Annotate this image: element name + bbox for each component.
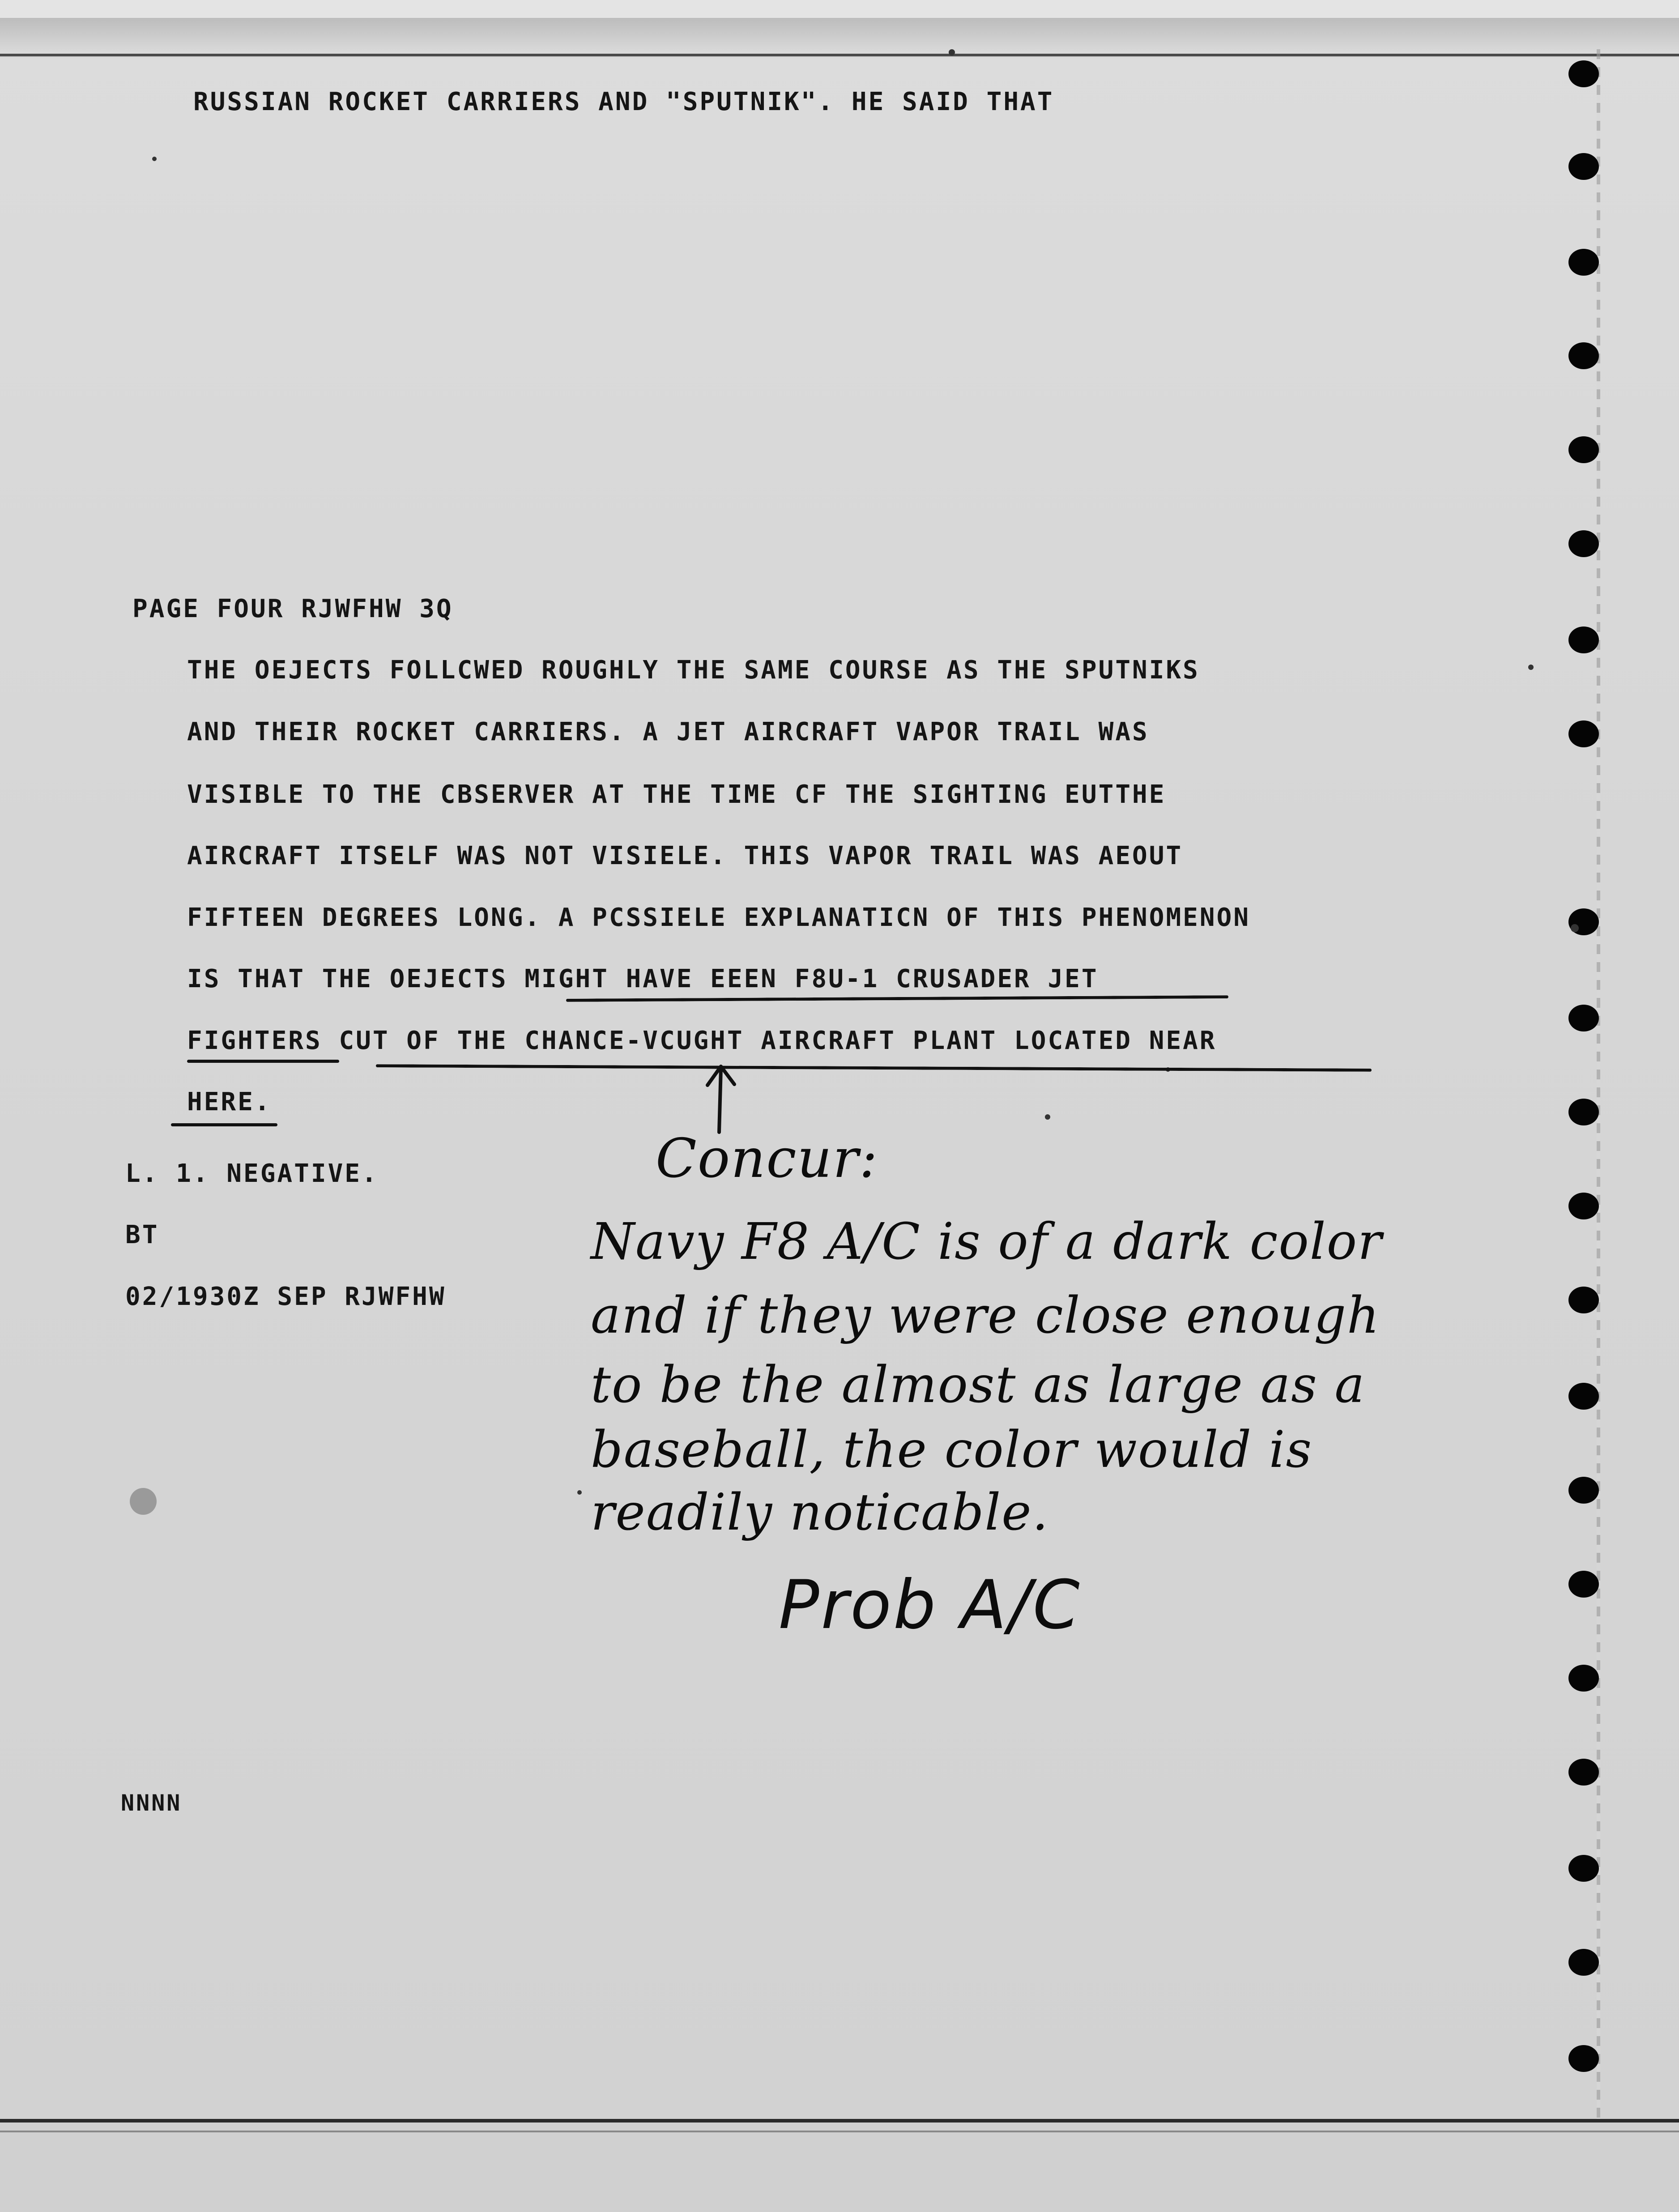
handwritten-conclusion: Prob A/C	[779, 1566, 1082, 1644]
perforation-strip	[1597, 49, 1600, 2135]
speck	[577, 1490, 582, 1495]
handwritten-note-4: baseball, the color would is	[591, 1421, 1313, 1479]
underline	[187, 1060, 339, 1063]
feed-hole-icon	[1568, 1855, 1599, 1882]
arrow-up-icon	[696, 1063, 741, 1134]
feed-hole-icon	[1568, 1477, 1599, 1504]
top-edge	[0, 0, 1679, 56]
feed-hole-icon	[1568, 1099, 1599, 1125]
speck	[1571, 924, 1579, 932]
feed-hole-icon	[1568, 2045, 1599, 2072]
feed-hole-icon	[1568, 153, 1599, 180]
feed-hole-icon	[1568, 249, 1599, 276]
footer-line-bt: BT	[125, 1220, 159, 1249]
body-line-8: HERE.	[187, 1087, 272, 1117]
speck	[152, 157, 157, 161]
feed-hole-icon	[1568, 1949, 1599, 1976]
body-line-3: VISIBLE TO THE CBSERVER AT THE TIME CF THE SIGHTING EUTTHE	[187, 780, 1166, 809]
handwritten-note-3: to be the almost as large as a	[591, 1356, 1366, 1414]
end-mark: NNNN	[121, 1790, 182, 1816]
bottom-edge	[0, 2119, 1679, 2212]
feed-hole-icon	[1568, 1287, 1599, 1313]
underline	[566, 995, 1228, 1002]
header-line: RUSSIAN ROCKET CARRIERS AND "SPUTNIK". HE SAID THAT	[193, 87, 1054, 116]
speck	[1045, 1114, 1050, 1120]
feed-hole-icon	[1568, 1665, 1599, 1692]
footer-line-negative: L. 1. NEGATIVE.	[125, 1159, 379, 1188]
footer-line-dtg: 02/1930Z SEP RJWFHW	[125, 1282, 446, 1311]
page-line: PAGE FOUR RJWFHW 3Q	[132, 594, 453, 623]
body-line-7: FIGHTERS CUT OF THE CHANCE-VCUGHT AIRCRAFT PLANT LOCATED NEAR	[187, 1026, 1217, 1055]
feed-hole-icon	[1568, 530, 1599, 557]
body-line-6: IS THAT THE OEJECTS MIGHT HAVE EEEN F8U-1 CRUSADER JET	[187, 964, 1099, 993]
underline	[171, 1123, 277, 1126]
speck	[130, 1488, 157, 1515]
handwritten-note-1: Navy F8 A/C is of a dark color	[591, 1213, 1383, 1271]
feed-hole-icon	[1568, 1571, 1599, 1598]
feed-hole-icon	[1568, 720, 1599, 747]
body-line-5: FIFTEEN DEGREES LONG. A PCSSIELE EXPLANATICN OF THIS PHENOMENON	[187, 903, 1251, 932]
feed-hole-icon	[1568, 60, 1599, 87]
handwritten-note-2: and if they were close enough	[591, 1287, 1381, 1345]
body-line-2: AND THEIR ROCKET CARRIERS. A JET AIRCRAFT VAPOR TRAIL WAS	[187, 717, 1149, 746]
speck	[1528, 665, 1534, 670]
feed-hole-icon	[1568, 1759, 1599, 1786]
feed-hole-icon	[1568, 436, 1599, 463]
feed-hole-icon	[1568, 1193, 1599, 1219]
body-line-4: AIRCRAFT ITSELF WAS NOT VISIELE. THIS VAPOR TRAIL WAS AEOUT	[187, 841, 1183, 870]
underline	[376, 1064, 1372, 1072]
feed-hole-icon	[1568, 1005, 1599, 1031]
handwritten-concur: Concur:	[656, 1128, 878, 1190]
feed-hole-icon	[1568, 342, 1599, 369]
feed-hole-icon	[1568, 1383, 1599, 1410]
speck	[949, 49, 955, 55]
body-line-1: THE OEJECTS FOLLCWED ROUGHLY THE SAME COURSE AS THE SPUTNIKS	[187, 656, 1200, 685]
handwritten-note-5: readily noticable.	[591, 1483, 1049, 1542]
feed-hole-icon	[1568, 627, 1599, 653]
